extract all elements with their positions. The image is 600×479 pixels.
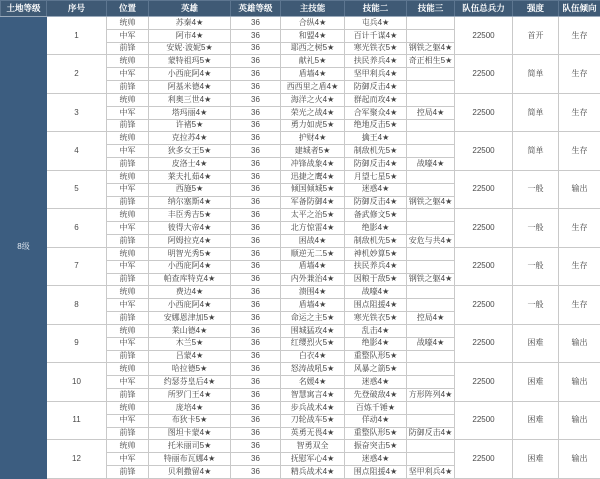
- hero-cell: 图坦卡蒙4★: [149, 427, 231, 440]
- position-cell: 前锋: [107, 465, 149, 478]
- table-row: [1, 17, 600, 30]
- header-cell-0: 土地等级: [1, 1, 47, 17]
- position-cell: 中军: [107, 376, 149, 389]
- skill-two-cell: 擒王4★: [345, 132, 407, 145]
- skill-two-cell: 防御反击4★: [345, 196, 407, 209]
- main-skill-cell: 耶西之树5★: [281, 42, 345, 55]
- group-number-cell: 7: [47, 247, 107, 285]
- hero-cell: 皮洛士4★: [149, 158, 231, 171]
- skill-three-cell: [407, 145, 455, 158]
- group-number-cell: 5: [47, 170, 107, 208]
- table-row: [1, 170, 600, 183]
- skill-two-cell: 扶民养兵4★: [345, 260, 407, 273]
- position-cell: 中军: [107, 106, 149, 119]
- table-header: [1, 1, 600, 17]
- skill-two-cell: 扶民养兵4★: [345, 55, 407, 68]
- main-skill-cell: 刀轮战车5★: [281, 414, 345, 427]
- skill-three-cell: 奇正相生5★: [407, 55, 455, 68]
- strength-cell: 困难: [513, 440, 559, 479]
- main-skill-cell: 荣光之战4★: [281, 106, 345, 119]
- header-cell-1: 序号: [47, 1, 107, 17]
- header-cell-2: 位置: [107, 1, 149, 17]
- position-cell: 统帅: [107, 132, 149, 145]
- hero-cell: 塔玛丽4★: [149, 106, 231, 119]
- tendency-cell: 生存: [559, 55, 600, 93]
- position-cell: 中军: [107, 414, 149, 427]
- hero-cell: 安娜恩津加5★: [149, 312, 231, 325]
- position-cell: 统帅: [107, 401, 149, 414]
- position-cell: 中军: [107, 299, 149, 312]
- troops-total-cell: 22500: [455, 286, 513, 324]
- hero-cell: 所罗门王4★: [149, 389, 231, 402]
- strength-cell: 一般: [513, 209, 559, 247]
- header-row: [1, 1, 600, 17]
- main-skill-cell: 红缨烈火5★: [281, 337, 345, 350]
- hero-cell: 阿基米德4★: [149, 81, 231, 94]
- hero-cell: 约瑟芬皇后4★: [149, 376, 231, 389]
- skill-three-cell: [407, 183, 455, 196]
- group-number-cell: 12: [47, 440, 107, 479]
- position-cell: 中军: [107, 453, 149, 466]
- skill-three-cell: [407, 440, 455, 453]
- main-skill-cell: 名媛4★: [281, 376, 345, 389]
- skill-three-cell: [407, 363, 455, 376]
- skill-two-cell: 战嚎4★: [345, 286, 407, 299]
- skill-two-cell: 佯动4★: [345, 414, 407, 427]
- main-skill-cell: 步兵战术4★: [281, 401, 345, 414]
- hero-level-cell: 36: [231, 29, 281, 42]
- tendency-cell: 生存: [559, 286, 600, 324]
- skill-two-cell: 寒光铁衣5★: [345, 312, 407, 325]
- skill-three-cell: [407, 29, 455, 42]
- position-cell: 前锋: [107, 42, 149, 55]
- strength-cell: 简单: [513, 55, 559, 93]
- main-skill-cell: 迅捷之鹰4★: [281, 170, 345, 183]
- skill-three-cell: [407, 247, 455, 260]
- tendency-cell: 输出: [559, 363, 600, 401]
- group-number-cell: 3: [47, 93, 107, 131]
- position-cell: 统帅: [107, 247, 149, 260]
- position-cell: 中军: [107, 183, 149, 196]
- skill-three-cell: 钢铁之躯4★: [407, 196, 455, 209]
- skill-three-cell: [407, 350, 455, 363]
- skill-three-cell: 钢铁之躯4★: [407, 42, 455, 55]
- skill-three-cell: [407, 209, 455, 222]
- header-cell-5: 主技能: [281, 1, 345, 17]
- table-row: [1, 93, 600, 106]
- skill-two-cell: 重整队形5★: [345, 350, 407, 363]
- skill-three-cell: [407, 453, 455, 466]
- hero-level-cell: 36: [231, 260, 281, 273]
- skill-two-cell: 坚甲利兵4★: [345, 68, 407, 81]
- strength-cell: 困难: [513, 363, 559, 401]
- position-cell: 中军: [107, 222, 149, 235]
- position-cell: 统帅: [107, 55, 149, 68]
- table-row: [1, 401, 600, 414]
- main-skill-cell: 和盟4★: [281, 29, 345, 42]
- table-row: [1, 286, 600, 299]
- main-skill-cell: 内外兼治4★: [281, 273, 345, 286]
- hero-level-cell: 36: [231, 337, 281, 350]
- hero-level-cell: 36: [231, 312, 281, 325]
- troops-total-cell: 22500: [455, 324, 513, 362]
- skill-two-cell: 群起而攻4★: [345, 93, 407, 106]
- header-cell-9: 强度: [513, 1, 559, 17]
- skill-three-cell: [407, 376, 455, 389]
- hero-cell: 丰臣秀吉5★: [149, 209, 231, 222]
- strength-cell: 首开: [513, 17, 559, 55]
- skill-two-cell: 制敌机先5★: [345, 235, 407, 248]
- main-skill-cell: 合纵4★: [281, 17, 345, 30]
- position-cell: 前锋: [107, 350, 149, 363]
- skill-three-cell: [407, 81, 455, 94]
- skill-three-cell: [407, 93, 455, 106]
- group-number-cell: 8: [47, 286, 107, 324]
- skill-three-cell: 战嚎4★: [407, 337, 455, 350]
- troops-total-cell: 22500: [455, 17, 513, 55]
- table-row: [1, 247, 600, 260]
- skill-three-cell: [407, 119, 455, 132]
- hero-level-cell: 36: [231, 376, 281, 389]
- troops-total-cell: 22500: [455, 93, 513, 131]
- hero-cell: 克拉苏4★: [149, 132, 231, 145]
- hero-level-cell: 36: [231, 440, 281, 453]
- position-cell: 中军: [107, 145, 149, 158]
- hero-level-cell: 36: [231, 68, 281, 81]
- hero-cell: 蒙特祖玛5★: [149, 55, 231, 68]
- main-skill-cell: 围城猛攻4★: [281, 324, 345, 337]
- main-skill-cell: 顺逆无二5★: [281, 247, 345, 260]
- main-skill-cell: 冲锋战象4★: [281, 158, 345, 171]
- tendency-cell: 生存: [559, 93, 600, 131]
- skill-two-cell: 防御反击4★: [345, 81, 407, 94]
- main-skill-cell: 盾墙4★: [281, 260, 345, 273]
- strength-cell: 困难: [513, 324, 559, 362]
- position-cell: 中军: [107, 68, 149, 81]
- main-skill-cell: 盾墙4★: [281, 299, 345, 312]
- main-skill-cell: 北方惊雷4★: [281, 222, 345, 235]
- troops-total-cell: 22500: [455, 132, 513, 170]
- hero-cell: 小西庇阿4★: [149, 299, 231, 312]
- position-cell: 统帅: [107, 286, 149, 299]
- main-skill-cell: 溃围4★: [281, 286, 345, 299]
- main-skill-cell: 困战4★: [281, 235, 345, 248]
- main-skill-cell: 命运之主5★: [281, 312, 345, 325]
- skill-two-cell: 备武修文5★: [345, 209, 407, 222]
- hero-level-cell: 36: [231, 170, 281, 183]
- main-skill-cell: 精兵战术4★: [281, 465, 345, 478]
- troops-total-cell: 22500: [455, 401, 513, 439]
- skill-two-cell: 围点阻援4★: [345, 465, 407, 478]
- main-skill-cell: 智慧寓言4★: [281, 389, 345, 402]
- hero-level-cell: 36: [231, 209, 281, 222]
- tendency-cell: 输出: [559, 324, 600, 362]
- main-skill-cell: 军备防御4★: [281, 196, 345, 209]
- hero-level-cell: 36: [231, 55, 281, 68]
- hero-cell: 阿市4★: [149, 29, 231, 42]
- header-cell-7: 技能三: [407, 1, 455, 17]
- skill-three-cell: [407, 17, 455, 30]
- position-cell: 统帅: [107, 17, 149, 30]
- hero-cell: 明智光秀5★: [149, 247, 231, 260]
- hero-level-cell: 36: [231, 235, 281, 248]
- skill-three-cell: 钢铁之躯4★: [407, 273, 455, 286]
- skill-three-cell: [407, 170, 455, 183]
- troops-total-cell: 22500: [455, 55, 513, 93]
- hero-level-cell: 36: [231, 286, 281, 299]
- skill-three-cell: [407, 299, 455, 312]
- skill-three-cell: [407, 414, 455, 427]
- position-cell: 前锋: [107, 235, 149, 248]
- skill-two-cell: 绝影4★: [345, 222, 407, 235]
- hero-level-cell: 36: [231, 145, 281, 158]
- header-cell-4: 英雄等级: [231, 1, 281, 17]
- troops-total-cell: 22500: [455, 363, 513, 401]
- hero-cell: 木兰5★: [149, 337, 231, 350]
- skill-three-cell: [407, 132, 455, 145]
- skill-two-cell: 围点阻援4★: [345, 299, 407, 312]
- skill-two-cell: 寒光铁衣5★: [345, 42, 407, 55]
- skill-two-cell: 百计千谋4★: [345, 29, 407, 42]
- hero-cell: 苏秦4★: [149, 17, 231, 30]
- hero-level-cell: 36: [231, 247, 281, 260]
- main-skill-cell: 建城者5★: [281, 145, 345, 158]
- group-number-cell: 4: [47, 132, 107, 170]
- tendency-cell: 输出: [559, 170, 600, 208]
- position-cell: 统帅: [107, 93, 149, 106]
- header-cell-6: 技能二: [345, 1, 407, 17]
- main-skill-cell: 智勇双全: [281, 440, 345, 453]
- hero-cell: 布狄卡5★: [149, 414, 231, 427]
- hero-level-cell: 36: [231, 196, 281, 209]
- main-skill-cell: 怒涛战吼5★: [281, 363, 345, 376]
- skill-two-cell: 神机妙算5★: [345, 247, 407, 260]
- table-row: [1, 132, 600, 145]
- land-level-cell: 8级: [1, 17, 47, 479]
- position-cell: 中军: [107, 260, 149, 273]
- hero-cell: 莱夫扎茹4★: [149, 170, 231, 183]
- hero-cell: 吕蒙4★: [149, 350, 231, 363]
- position-cell: 中军: [107, 29, 149, 42]
- troops-total-cell: 22500: [455, 209, 513, 247]
- main-skill-cell: 抚慰军心4★: [281, 453, 345, 466]
- skill-three-cell: 控局4★: [407, 312, 455, 325]
- position-cell: 统帅: [107, 440, 149, 453]
- skill-three-cell: 战嚎4★: [407, 158, 455, 171]
- skill-three-cell: 控局4★: [407, 106, 455, 119]
- group-number-cell: 6: [47, 209, 107, 247]
- hero-level-cell: 36: [231, 17, 281, 30]
- tendency-cell: 生存: [559, 247, 600, 285]
- position-cell: 统帅: [107, 324, 149, 337]
- hero-level-cell: 36: [231, 324, 281, 337]
- skill-two-cell: 制敌机先5★: [345, 145, 407, 158]
- hero-level-cell: 36: [231, 465, 281, 478]
- position-cell: 前锋: [107, 81, 149, 94]
- skill-three-cell: 坚甲利兵4★: [407, 465, 455, 478]
- troops-total-cell: 22500: [455, 440, 513, 479]
- hero-cell: 托米丽司5★: [149, 440, 231, 453]
- tendency-cell: 生存: [559, 132, 600, 170]
- main-skill-cell: 白衣4★: [281, 350, 345, 363]
- main-skill-cell: 献礼5★: [281, 55, 345, 68]
- group-number-cell: 1: [47, 17, 107, 55]
- position-cell: 统帅: [107, 209, 149, 222]
- skill-two-cell: 风暴之箭5★: [345, 363, 407, 376]
- position-cell: 前锋: [107, 427, 149, 440]
- main-skill-cell: 海洋之火4★: [281, 93, 345, 106]
- hero-cell: 庞培4★: [149, 401, 231, 414]
- hero-cell: 贝利撒留4★: [149, 465, 231, 478]
- position-cell: 中军: [107, 337, 149, 350]
- table-body: [1, 17, 600, 479]
- hero-level-cell: 36: [231, 158, 281, 171]
- header-cell-10: 队伍倾向: [559, 1, 600, 17]
- hero-cell: 费边4★: [149, 286, 231, 299]
- hero-cell: 许褚5★: [149, 119, 231, 132]
- hero-level-cell: 36: [231, 106, 281, 119]
- skill-two-cell: 先登破敌4★: [345, 389, 407, 402]
- hero-cell: 狄多女王5★: [149, 145, 231, 158]
- hero-level-cell: 36: [231, 363, 281, 376]
- skill-three-cell: 安危与共4★: [407, 235, 455, 248]
- strength-cell: 一般: [513, 247, 559, 285]
- hero-level-cell: 36: [231, 222, 281, 235]
- skill-two-cell: 迷惑4★: [345, 376, 407, 389]
- skill-two-cell: 屯兵4★: [345, 17, 407, 30]
- strength-cell: 一般: [513, 170, 559, 208]
- hero-level-cell: 36: [231, 350, 281, 363]
- skill-three-cell: [407, 68, 455, 81]
- group-number-cell: 11: [47, 401, 107, 439]
- position-cell: 统帅: [107, 363, 149, 376]
- hero-cell: 纳尔塞斯4★: [149, 196, 231, 209]
- hero-cell: 哈拉德5★: [149, 363, 231, 376]
- hero-cell: 利奥三世4★: [149, 93, 231, 106]
- skill-two-cell: 百炼千锤★: [345, 401, 407, 414]
- group-number-cell: 2: [47, 55, 107, 93]
- position-cell: 前锋: [107, 273, 149, 286]
- skill-two-cell: 绝地反击5★: [345, 119, 407, 132]
- hero-level-cell: 36: [231, 299, 281, 312]
- skill-two-cell: 因粮于敌5★: [345, 273, 407, 286]
- hero-level-cell: 36: [231, 81, 281, 94]
- table-row: [1, 324, 600, 337]
- skill-two-cell: 防御反击4★: [345, 158, 407, 171]
- skill-three-cell: [407, 286, 455, 299]
- table-row: [1, 209, 600, 222]
- skill-two-cell: 重整队形5★: [345, 427, 407, 440]
- hero-level-cell: 36: [231, 183, 281, 196]
- troops-total-cell: 22500: [455, 170, 513, 208]
- hero-level-cell: 36: [231, 273, 281, 286]
- hero-cell: 特丽布瓦娜4★: [149, 453, 231, 466]
- main-skill-cell: 倾国倾城5★: [281, 183, 345, 196]
- skill-two-cell: 月望七星5★: [345, 170, 407, 183]
- hero-level-cell: 36: [231, 389, 281, 402]
- hero-cell: 小西庇阿4★: [149, 260, 231, 273]
- main-skill-cell: 西西里之盾4★: [281, 81, 345, 94]
- skill-three-cell: [407, 324, 455, 337]
- group-number-cell: 9: [47, 324, 107, 362]
- strength-cell: 困难: [513, 401, 559, 439]
- tendency-cell: 生存: [559, 17, 600, 55]
- main-skill-cell: 盾墙4★: [281, 68, 345, 81]
- header-cell-3: 英雄: [149, 1, 231, 17]
- position-cell: 前锋: [107, 196, 149, 209]
- hero-cell: 莱山德4★: [149, 324, 231, 337]
- position-cell: 统帅: [107, 170, 149, 183]
- skill-three-cell: 方形阵列4★: [407, 389, 455, 402]
- hero-level-cell: 36: [231, 132, 281, 145]
- hero-level-cell: 36: [231, 453, 281, 466]
- hero-cell: 帕查库特克4★: [149, 273, 231, 286]
- group-number-cell: 10: [47, 363, 107, 401]
- skill-two-cell: 迷惑4★: [345, 453, 407, 466]
- hero-level-cell: 36: [231, 427, 281, 440]
- skill-two-cell: 迷惑4★: [345, 183, 407, 196]
- strength-cell: 简单: [513, 132, 559, 170]
- hero-cell: 安妮·波妮5★: [149, 42, 231, 55]
- hero-cell: 阿姆拉克4★: [149, 235, 231, 248]
- main-skill-cell: 英勇无畏4★: [281, 427, 345, 440]
- hero-level-cell: 36: [231, 93, 281, 106]
- tendency-cell: 输出: [559, 401, 600, 439]
- main-skill-cell: 勇力如虎5★: [281, 119, 345, 132]
- skill-three-cell: 防御反击4★: [407, 427, 455, 440]
- skill-three-cell: [407, 222, 455, 235]
- hero-cell: 彼得大帝4★: [149, 222, 231, 235]
- table-row: [1, 440, 600, 453]
- strength-cell: 一般: [513, 286, 559, 324]
- hero-level-cell: 36: [231, 414, 281, 427]
- position-cell: 前锋: [107, 389, 149, 402]
- position-cell: 前锋: [107, 119, 149, 132]
- skill-three-cell: [407, 401, 455, 414]
- strength-cell: 简单: [513, 93, 559, 131]
- hero-level-cell: 36: [231, 42, 281, 55]
- troops-total-cell: 22500: [455, 247, 513, 285]
- skill-three-cell: [407, 260, 455, 273]
- hero-level-cell: 36: [231, 401, 281, 414]
- skill-two-cell: 乱击4★: [345, 324, 407, 337]
- position-cell: 前锋: [107, 158, 149, 171]
- skill-two-cell: 合军聚众4★: [345, 106, 407, 119]
- skill-two-cell: 振奋突击5★: [345, 440, 407, 453]
- main-skill-cell: 太平之治5★: [281, 209, 345, 222]
- tendency-cell: 生存: [559, 209, 600, 247]
- hero-level-cell: 36: [231, 119, 281, 132]
- hero-cell: 西施5★: [149, 183, 231, 196]
- position-cell: 前锋: [107, 312, 149, 325]
- tendency-cell: 输出: [559, 440, 600, 479]
- table-row: [1, 363, 600, 376]
- hero-cell: 小西庇阿4★: [149, 68, 231, 81]
- skill-two-cell: 绝影4★: [345, 337, 407, 350]
- header-cell-8: 队伍总兵力: [455, 1, 513, 17]
- main-skill-cell: 护财4★: [281, 132, 345, 145]
- table-row: [1, 55, 600, 68]
